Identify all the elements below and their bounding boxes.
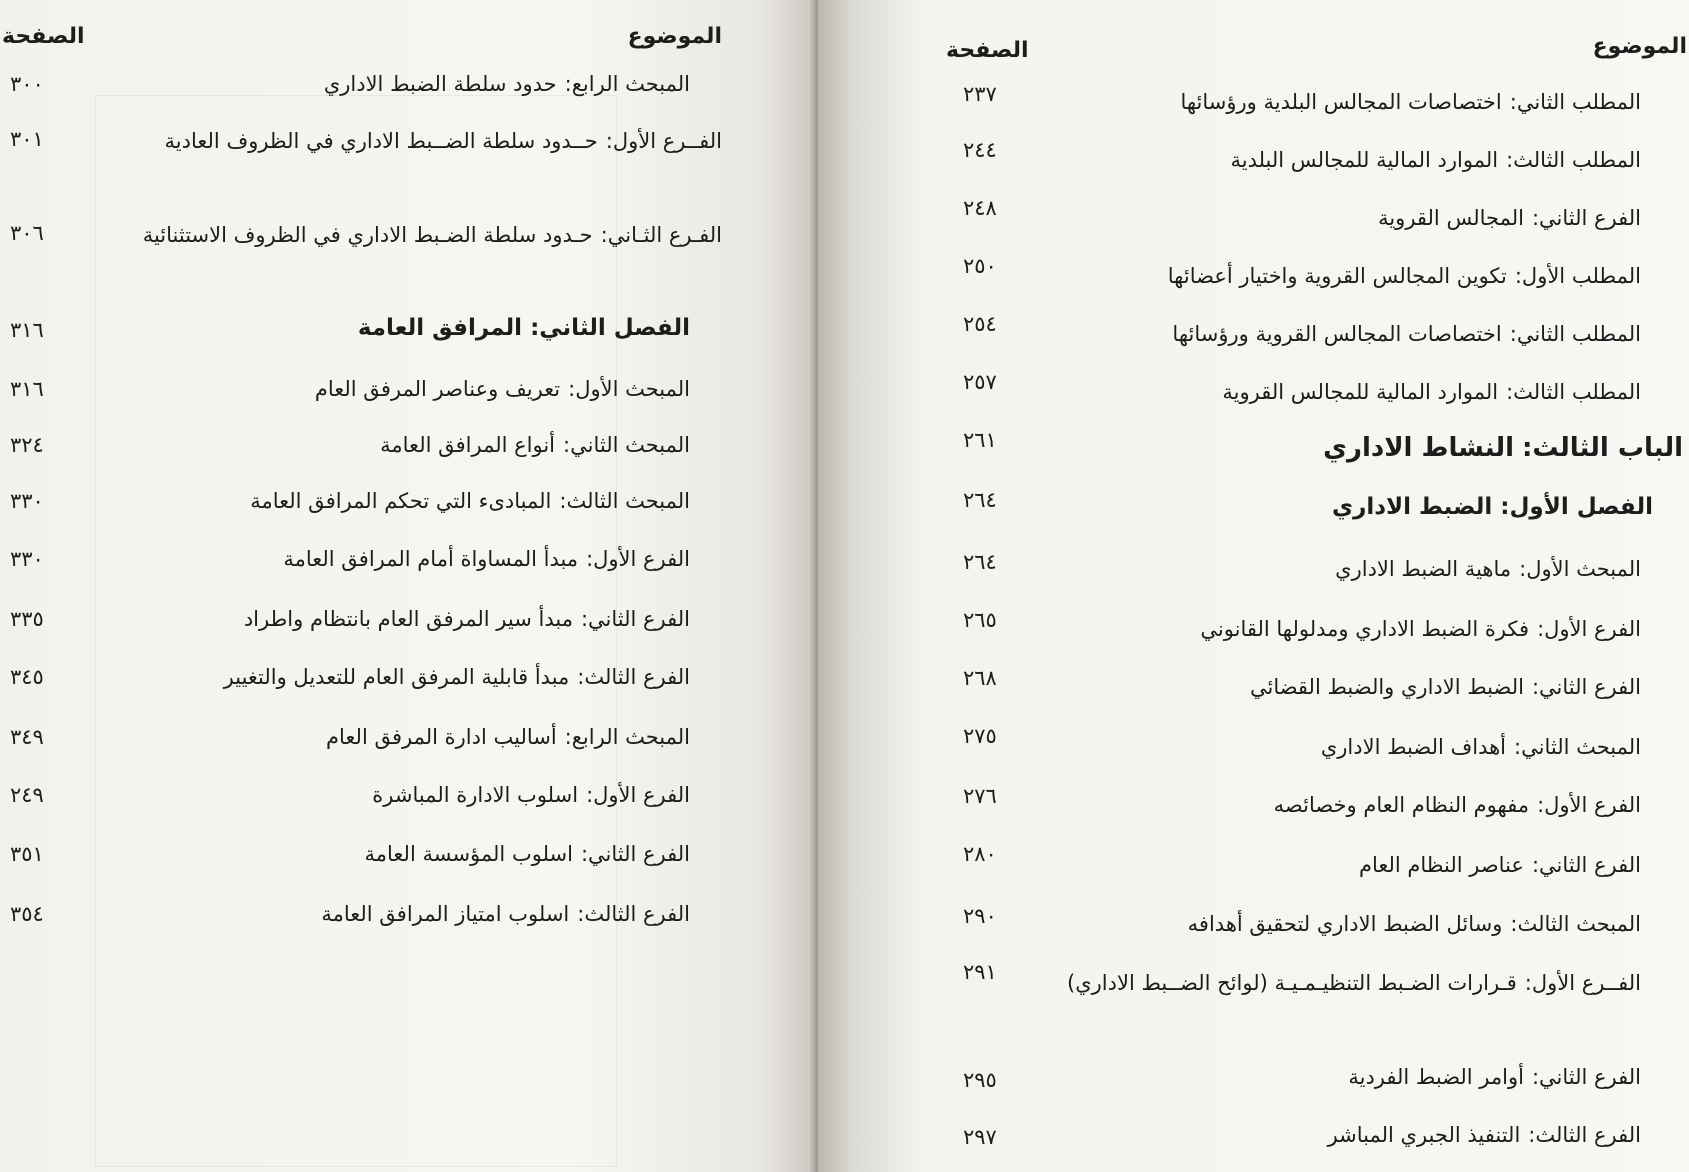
toc-entry[interactable] bbox=[224, 665, 690, 689]
toc-entry-page: ٢٤٤ bbox=[963, 138, 997, 162]
toc-entry[interactable] bbox=[1321, 735, 1641, 759]
toc-entry-title: المبادىء التي تحكم المرافق العامة bbox=[250, 489, 552, 513]
toc-entry-title: حـدود سلطة الضـبط الاداري في الظروف الاستثنائية bbox=[142, 223, 593, 247]
toc-entry-title: مبدأ المساواة أمام المرافق العامة bbox=[283, 547, 579, 571]
toc-entry-page: ٢٤٨ bbox=[963, 196, 997, 220]
toc-entry-page: ٣١٦ bbox=[10, 377, 44, 401]
toc-entry-label: الفرع الثالث: bbox=[577, 665, 690, 689]
toc-entry-page: ٢٥٧ bbox=[963, 370, 997, 394]
toc-entry-label: المبحث الثالث: bbox=[559, 489, 690, 513]
toc-entry-title: اسلوب الادارة المباشرة bbox=[372, 783, 579, 807]
toc-entry-title: أوامر الضبط الفردية bbox=[1348, 1065, 1524, 1089]
toc-entry[interactable] bbox=[1168, 264, 1641, 288]
toc-entry-page: ٢٦٤ bbox=[963, 550, 997, 574]
toc-entry-label: الفرع الأول: bbox=[586, 547, 690, 571]
toc-entry-title: فكرة الضبط الاداري ومدلولها القانوني bbox=[1200, 617, 1530, 641]
toc-entry-title: اسلوب امتياز المرافق العامة bbox=[321, 902, 570, 926]
toc-entry-label: المبحث الثالث: bbox=[1510, 912, 1641, 936]
toc-entry-page: ٢٧٦ bbox=[963, 784, 997, 808]
toc-entry-page: ٣٤٩ bbox=[10, 725, 44, 749]
toc-entry-label: الفرع الأول: bbox=[1537, 793, 1641, 817]
toc-entry-title: مفهوم النظام العام وخصائصه bbox=[1273, 793, 1530, 817]
toc-entry[interactable] bbox=[315, 377, 690, 401]
toc-entry[interactable] bbox=[1328, 1123, 1641, 1147]
toc-entry-label: المطلب الأول: bbox=[1514, 264, 1641, 288]
toc-entry-title: حــدود سلطة الضــبط الاداري في الظروف العادية bbox=[164, 129, 598, 153]
toc-entry-label: الفصل الأول: bbox=[1500, 494, 1653, 520]
toc-entry-label: المبحث الثاني: bbox=[1514, 735, 1641, 759]
toc-entry[interactable] bbox=[1230, 148, 1641, 172]
toc-entry-label: المطلب الثاني: bbox=[1509, 90, 1641, 114]
toc-entry-title: الموارد المالية للمجالس البلدية bbox=[1230, 148, 1499, 172]
toc-entry-page: ٢٧٥ bbox=[963, 724, 997, 748]
toc-entry-title: الموارد المالية للمجالس القروية bbox=[1222, 380, 1499, 404]
toc-entry-title: الضبط الاداري والضبط القضائي bbox=[1249, 675, 1524, 699]
toc-entry-page: ٢٩٥ bbox=[963, 1068, 997, 1092]
toc-entry-label: الفرع الثاني: bbox=[1531, 853, 1641, 877]
toc-entry-page: ٣٤٥ bbox=[10, 665, 44, 689]
toc-entry-label: الباب الثالث: bbox=[1522, 433, 1683, 463]
toc-entry[interactable] bbox=[326, 725, 690, 749]
toc-entry-page: ٢٤٩ bbox=[10, 783, 44, 807]
toc-entry-page: ٢٦٨ bbox=[963, 666, 997, 690]
toc-entry-title: عناصر النظام العام bbox=[1358, 853, 1524, 877]
toc-entry-label: المبحث الأول: bbox=[568, 377, 690, 401]
toc-entry-title: تكوين المجالس القروية واختيار أعضائها bbox=[1167, 264, 1507, 288]
toc-entry-page: ٢٦٤ bbox=[963, 488, 997, 512]
toc-entry-label: الفرع الثاني: bbox=[580, 607, 690, 631]
toc-entry-title: أهداف الضبط الاداري bbox=[1320, 735, 1507, 759]
toc-entry-page: ٣٣٠ bbox=[10, 489, 44, 513]
toc-entry[interactable] bbox=[244, 607, 690, 631]
toc-entry-label: الفرع الثالث: bbox=[577, 902, 690, 926]
toc-entry-page: ٢٩٠ bbox=[963, 904, 997, 928]
toc-entry-page: ٢٦١ bbox=[963, 428, 997, 452]
toc-entry-page: ٣٠٦ bbox=[10, 221, 44, 245]
toc-entry-page: ٢٣٧ bbox=[963, 82, 997, 106]
toc-entry[interactable] bbox=[1172, 322, 1641, 346]
topic-header: الموضوع bbox=[627, 24, 722, 49]
toc-entry-title: قـرارات الضـبط التنظيـمـيـة (لوائح الضــبط الاداري) bbox=[1067, 971, 1517, 995]
toc-entry-page: ٣٥٤ bbox=[10, 902, 44, 926]
toc-entry-label: الفـرع الثـاني: bbox=[600, 223, 722, 247]
toc-entry-label: الفــرع الأول: bbox=[1524, 971, 1641, 995]
toc-entry-title: حدود سلطة الضبط الاداري bbox=[323, 72, 557, 96]
toc-entry-title: المجالس القروية bbox=[1378, 206, 1524, 230]
toc-entry-label: الفرع الثالث: bbox=[1528, 1123, 1641, 1147]
toc-entry-title: مبدأ قابلية المرفق العام للتعديل والتغيير bbox=[223, 665, 570, 689]
toc-entry-title: اسلوب المؤسسة العامة bbox=[364, 842, 573, 866]
toc-entry-label: الفــرع الأول: bbox=[605, 129, 722, 153]
right-page bbox=[818, 0, 1689, 1172]
left-page bbox=[0, 0, 818, 1172]
toc-entry-title: تعريف وعناصر المرفق العام bbox=[314, 377, 561, 401]
toc-entry-label: المطلب الثالث: bbox=[1506, 380, 1641, 404]
toc-entry-page: ٣٠٠ bbox=[10, 72, 44, 96]
toc-entry[interactable] bbox=[1274, 793, 1641, 817]
toc-entry-title: المرافق العامة bbox=[357, 315, 523, 341]
toc-entry-page: ٢٩١ bbox=[963, 960, 997, 984]
toc-chapter[interactable] bbox=[1332, 494, 1653, 520]
toc-entry-page: ٣٠١ bbox=[10, 127, 44, 151]
toc-entry-page: ٣٣٥ bbox=[10, 607, 44, 631]
toc-entry[interactable] bbox=[324, 72, 690, 96]
toc-entry[interactable] bbox=[1180, 90, 1641, 114]
toc-entry-label: المبحث الرابع: bbox=[564, 725, 690, 749]
toc-entry-label: الفرع الثاني: bbox=[1531, 206, 1641, 230]
toc-entry-title: التنفيذ الجبري المباشر bbox=[1327, 1123, 1521, 1147]
toc-entry-title: أساليب ادارة المرفق العام bbox=[326, 725, 557, 749]
toc-entry-label: المطلب الثاني: bbox=[1509, 322, 1641, 346]
toc-entry[interactable] bbox=[1047, 960, 1687, 1006]
toc-entry[interactable] bbox=[1378, 206, 1641, 230]
toc-entry-page: ٢٥٤ bbox=[963, 312, 997, 336]
toc-entry-title: النشاط الاداري bbox=[1323, 433, 1515, 463]
toc-entry-label: الفرع الأول: bbox=[1537, 617, 1641, 641]
toc-entry-label: المبحث الرابع: bbox=[564, 72, 690, 96]
topic-header: الموضوع bbox=[1592, 34, 1687, 59]
toc-entry-label: الفرع الثاني: bbox=[1531, 675, 1641, 699]
toc-entry-title: وسائل الضبط الاداري لتحقيق أهدافه bbox=[1187, 912, 1503, 936]
toc-entry[interactable] bbox=[1250, 675, 1641, 699]
toc-entry-label: المطلب الثالث: bbox=[1506, 148, 1641, 172]
toc-entry-label: المبحث الأول: bbox=[1519, 557, 1641, 581]
toc-entry[interactable] bbox=[283, 547, 690, 571]
toc-part-heading[interactable] bbox=[1323, 433, 1683, 463]
toc-entry-page: ٢٥٠ bbox=[963, 254, 997, 278]
page-header: الصفحة bbox=[2, 24, 85, 49]
toc-entry-page: ٣٣٠ bbox=[10, 547, 44, 571]
toc-entry[interactable] bbox=[1200, 617, 1641, 641]
toc-entry[interactable] bbox=[122, 118, 722, 164]
toc-entry[interactable] bbox=[122, 212, 722, 258]
toc-entry-label: المبحث الثاني: bbox=[563, 433, 690, 457]
toc-entry-title: اختصاصات المجالس البلدية ورؤسائها bbox=[1180, 90, 1502, 114]
page-header: الصفحة bbox=[946, 38, 1029, 63]
toc-entry-title: الضبط الاداري bbox=[1332, 494, 1493, 520]
toc-entry-title: ماهية الضبط الاداري bbox=[1335, 557, 1512, 581]
toc-entry-title: مبدأ سير المرفق العام بانتظام واطراد bbox=[243, 607, 573, 631]
toc-entry[interactable] bbox=[365, 842, 690, 866]
toc-entry[interactable] bbox=[1222, 380, 1641, 404]
toc-entry-page: ٢٩٧ bbox=[963, 1125, 997, 1149]
toc-entry-page: ٢٨٠ bbox=[963, 842, 997, 866]
toc-chapter[interactable] bbox=[358, 315, 690, 341]
toc-entry-title: اختصاصات المجالس القروية ورؤسائها bbox=[1172, 322, 1502, 346]
toc-entry[interactable] bbox=[380, 433, 690, 457]
toc-entry-page: ٢٦٥ bbox=[963, 608, 997, 632]
toc-entry[interactable] bbox=[1348, 1065, 1641, 1089]
toc-entry-label: الفرع الأول: bbox=[586, 783, 690, 807]
toc-entry[interactable] bbox=[321, 902, 690, 926]
toc-entry-page: ٣٥١ bbox=[10, 842, 44, 866]
toc-entry-page: ٣١٦ bbox=[10, 318, 44, 342]
toc-entry[interactable] bbox=[1359, 853, 1641, 877]
toc-entry[interactable] bbox=[250, 489, 690, 513]
toc-entry[interactable] bbox=[1335, 557, 1641, 581]
toc-entry-label: الفرع الثاني: bbox=[1531, 1065, 1641, 1089]
toc-entry[interactable] bbox=[1188, 912, 1641, 936]
toc-entry[interactable] bbox=[372, 783, 690, 807]
toc-entry-title: أنواع المرافق العامة bbox=[380, 433, 556, 457]
toc-entry-label: الفرع الثاني: bbox=[580, 842, 690, 866]
toc-entry-label: الفصل الثاني: bbox=[530, 315, 690, 341]
toc-entry-page: ٣٢٤ bbox=[10, 433, 44, 457]
